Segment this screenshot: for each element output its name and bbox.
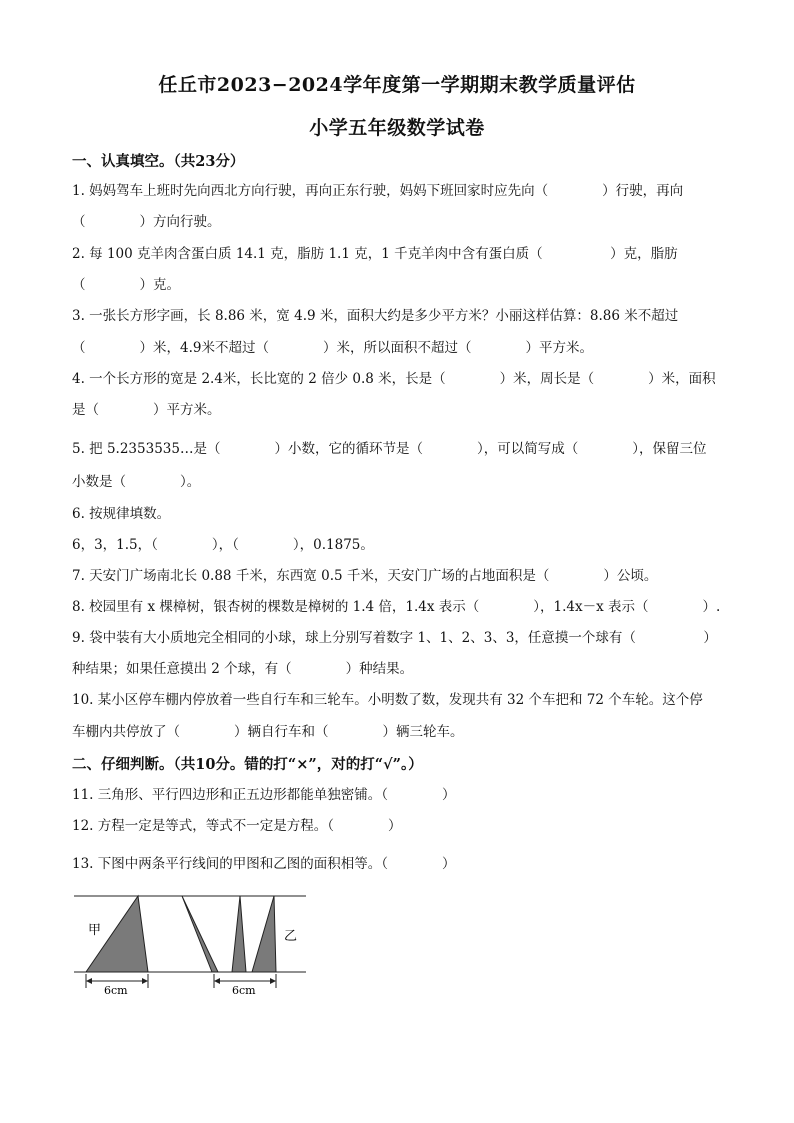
dimension-left [86,974,148,997]
question-9-line-1: 9. 袋中装有大小质地完全相同的小球，球上分别写着数字 1、1、2、3、3，任意摸一个球有（ ） [72,630,717,646]
question-10-line-1: 10. 某小区停车棚内停放着一些自行车和三轮车。小明数了数，发现共有 32 个车把和 72 个车轮。这个停 [72,692,703,708]
question-7: 7. 天安门广场南北长 0.88 千米，东西宽 0.5 千米，天安门广场的占地面积是（ ）公顷。 [72,568,658,584]
question-5-line-1: 5. 把 5.2353535…是（ ）小数，它的循环节是（ ），可以简写成（ ），保留三位 [72,441,707,457]
question-3-line-2: （ ）米，4.9米不超过（ ）米，所以面积不超过（ ）平方米。 [72,340,593,356]
question-3-line-1: 3. 一张长方形字画，长 8.86 米，宽 4.9 米，面积大约是多少平方米？小丽这样估算：8.86 米不超过 [72,308,679,324]
section-fill-blanks: 一、认真填空。（共23分） [72,153,245,170]
question-11: 11. 三角形、平行四边形和正五边形都能单独密铺。（ ） [72,787,456,803]
exam-subtitle: 小学五年级数学试卷 [309,117,485,139]
question-1-line-1: 1. 妈妈驾车上班时先向西北方向行驶，再向正东行驶，妈妈下班回家时应先向（ ）行驶，再向 [72,183,684,199]
section-true-false: 二、仔细判断。（共10分。错的打“×”，对的打“√”。） [72,756,423,773]
question-13: 13. 下图中两条平行线间的甲图和乙图的面积相等。（ ） [72,856,456,872]
question-1-line-2: （ ）方向行驶。 [72,214,221,230]
question-6-line-1: 6. 按规律填数。 [72,506,171,522]
question-6-line-2: 6，3，1.5，（ ），（ ），0.1875。 [72,537,374,553]
shape-yi-triangle-3 [252,896,276,972]
shape-yi-triangle-1 [182,896,218,972]
question-2-line-1: 2. 每 100 克羊肉含蛋白质 14.1 克，脂肪 1.1 克，1 千克羊肉中含有蛋白质（ ）克，脂肪 [72,246,678,262]
question-4-line-1: 4. 一个长方形的宽是 2.4米，长比宽的 2 倍少 0.8 米，长是（ ）米，周长是（ ）米，面积 [72,371,716,387]
dimension-right [214,974,276,997]
question-9-line-2: 种结果；如果任意摸出 2 个球，有（ ）种结果。 [72,661,414,677]
exam-title: 任丘市2023−2024学年度第一学期期末教学质量评估 [158,74,636,96]
label-jia: 甲 [88,923,102,938]
question-10-line-2: 车棚内共停放了（ ）辆自行车和（ ）辆三轮车。 [72,724,464,740]
dimension-right-label: 6cm [232,984,256,997]
question-4-line-2: 是（ ）平方米。 [72,402,221,418]
question-12: 12. 方程一定是等式，等式不一定是方程。（ ） [72,818,402,834]
parallel-lines-figure [72,888,312,1000]
question-8: 8. 校园里有 x 棵樟树，银杏树的棵数是樟树的 1.4 倍，1.4x 表示（ ），1.4x－x 表示（ ）. [72,599,721,615]
question-5-line-2: 小数是（ ）。 [72,474,201,490]
question-2-line-2: （ ）克。 [72,277,180,293]
label-yi: 乙 [284,929,298,944]
dimension-left-label: 6cm [104,984,128,997]
shape-yi-triangle-2 [232,896,246,972]
